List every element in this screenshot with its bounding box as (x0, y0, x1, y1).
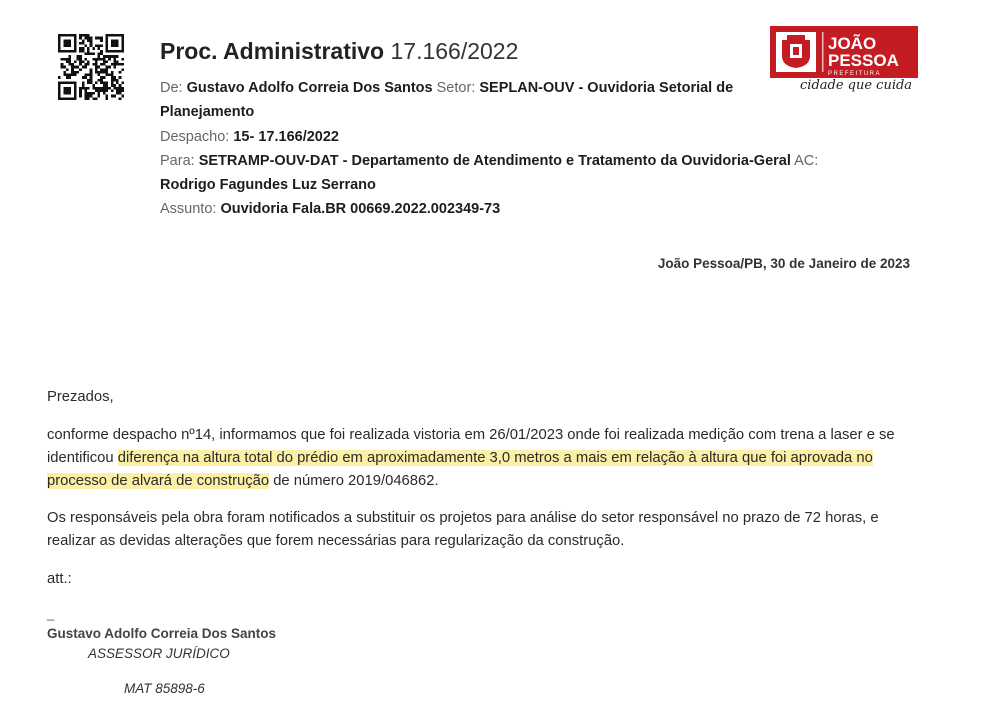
meta-para-line (160, 153, 818, 169)
setor-value: SEPLAN-OUV - Ouvidoria Setorial de (479, 80, 734, 96)
logo-line1: JOÃO (828, 34, 877, 53)
ac-label: AC: (794, 153, 819, 169)
para-label: Para: (160, 153, 195, 169)
coat-of-arms-icon (776, 32, 816, 72)
process-number: 17.166/2022 (390, 38, 519, 64)
de-value: Gustavo Adolfo Correia Dos Santos (186, 80, 433, 96)
meta-assunto-line (160, 201, 500, 217)
document-date: João Pessoa/PB, 30 de Janeiro de 2023 (657, 256, 910, 271)
paragraph-1-text: conforme despacho nº14, informamos que foi realizada vistoria em 26/01/2023 onde foi realizada medição com trena a laser e se identificou (47, 427, 895, 466)
closing: att.: (47, 571, 72, 587)
signature-role: ASSESSOR JURÍDICO (88, 646, 230, 661)
despacho-value: 15- 17.166/2022 (233, 129, 339, 145)
de-label: De: (160, 80, 183, 96)
signature-line: _ (47, 606, 55, 621)
ac-value: Rodrigo Fagundes Luz Serrano (160, 177, 376, 193)
meta-ac-line (160, 177, 376, 193)
paragraph-1-end: de número 2019/046862. (269, 473, 439, 489)
prefeitura-logo (770, 26, 918, 78)
qr-code (58, 34, 124, 100)
despacho-label: Despacho: (160, 129, 230, 145)
setor-label: Setor: (436, 80, 476, 96)
signature-mat: MAT 85898-6 (124, 681, 205, 696)
meta-de-line (160, 80, 733, 96)
greeting: Prezados, (47, 389, 114, 405)
signature-name: Gustavo Adolfo Correia Dos Santos (47, 626, 277, 641)
paragraph-2: Os responsáveis pela obra foram notificados a substituir os projetos para análise do setor responsável no prazo de 72 horas, e realizar as devidas alterações que forem necessárias para regularização da construção. (47, 510, 879, 549)
setor-value-continued: Planejamento (160, 104, 255, 120)
meta-despacho-line (160, 129, 339, 145)
logo-slogan: cidade que cuida (800, 78, 913, 93)
meta-setor-continued (160, 104, 254, 120)
assunto-value: Ouvidoria Fala.BR 00669.2022.002349-73 (220, 201, 501, 217)
highlighted-text: diferença na altura total do prédio em aproximadamente 3,0 metros a mais em relação à altura que foi aprovada no processo de alvará de construção (47, 450, 873, 489)
paragraph-1 (47, 424, 927, 493)
logo-line2: PESSOA (828, 51, 899, 70)
para-value: SETRAMP-OUV-DAT - Departamento de Atendimento e Tratamento da Ouvidoria-Geral (198, 153, 791, 169)
document-title (160, 38, 518, 65)
assunto-label: Assunto: (160, 201, 217, 217)
logo-line3: PREFEITURA (828, 71, 882, 77)
title-label: Proc. Administrativo (160, 38, 385, 64)
